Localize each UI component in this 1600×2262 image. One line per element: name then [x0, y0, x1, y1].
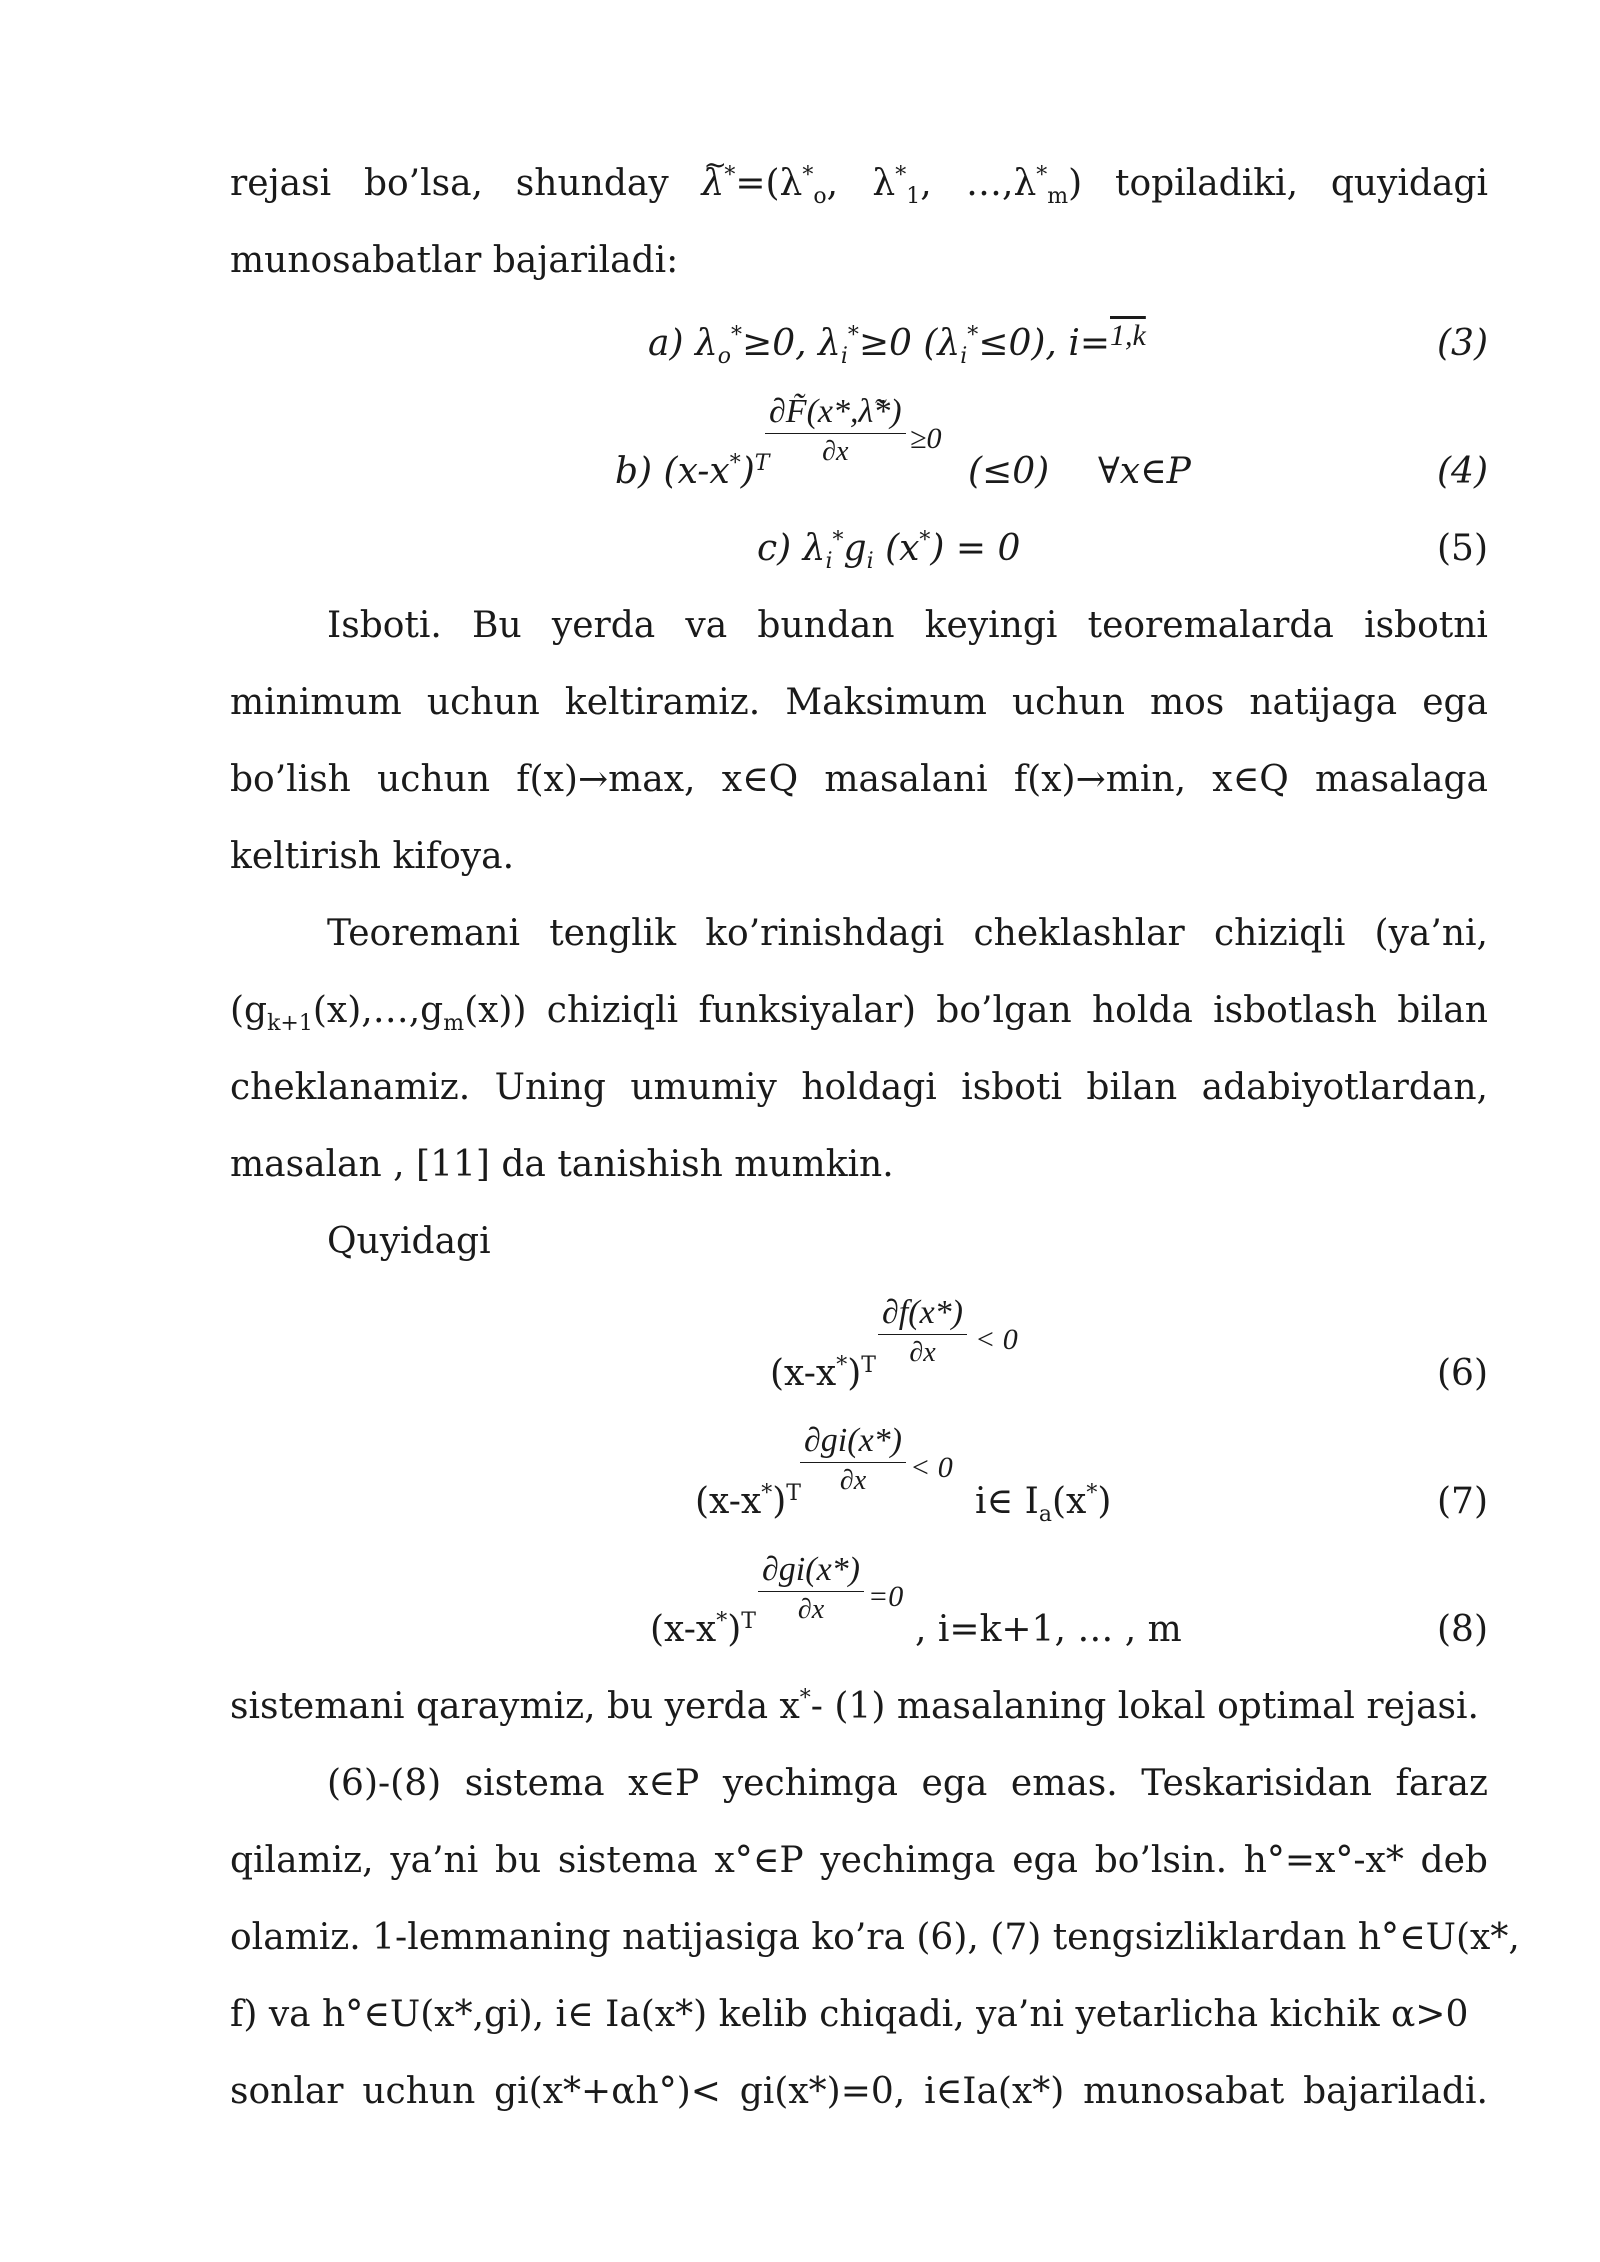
word: quyidagi	[1330, 163, 1488, 204]
text-line: (6)-(8) sistema x∈P yechimga ega emas. Teskarisidan faraz	[327, 1763, 1488, 1804]
forall-condition: ∀x∈P	[1098, 451, 1191, 492]
text-line: masalan , [11] da tanishish mumkin.	[230, 1144, 894, 1185]
equation-number: (3)	[1437, 323, 1488, 364]
text-line	[230, 160, 1488, 208]
word: rejasi	[230, 163, 332, 204]
equation-8-lhs: $(x-x^*)^T$	[650, 1609, 756, 1650]
index-condition: , i=k+1, … , m	[915, 1609, 1182, 1650]
equation-number: (8)	[1437, 1609, 1488, 1650]
text-line: sistemani qaraymiz, bu yerda x*- (1) masalaning lokal optimal rejasi.	[230, 1686, 1479, 1727]
index-condition: i∈ $I_a(x^*)$	[975, 1481, 1112, 1528]
word: shunday	[515, 163, 669, 204]
relation: < 0	[975, 1323, 1018, 1356]
text-line: keltirish kifoya.	[230, 836, 515, 877]
text-line: olamiz. 1-lemmaning natijasiga ko’ra (6), (7) tengsizliklardan h°∈U(x*,	[230, 1917, 1520, 1958]
text-line: bo’lish uchun f(x)→max, x∈Q masalani f(x)→min, x∈Q masalaga	[230, 759, 1488, 800]
text-line: munosabatlar bajariladi:	[230, 240, 679, 281]
lambda-vector: ~ $\lambda^*=(\lambda^*_o$, $\lambda^*_1$, $\dots,\lambda^*_m$)	[701, 160, 1082, 208]
fraction: ∂F̃(x*,λ̃*) ∂x	[765, 395, 906, 466]
equation-7-lhs: $(x-x^*)^T$	[695, 1481, 801, 1522]
fraction: ∂gi(x*) ∂x	[800, 1424, 906, 1495]
equation-4-lhs: b) $(x-x^*)^T$	[615, 451, 770, 492]
text-line: $(g_{k+1}(x),\dots,g_m(x))$ chiziqli funksiyalar) bo’lgan holda isbotlash bilan	[230, 990, 1488, 1037]
word: topiladiki,	[1115, 163, 1299, 204]
text-line: sonlar uchun gi(x*+αh°)< gi(x*)=0, i∈Ia(x*) munosabat bajariladi.	[230, 2071, 1488, 2112]
fraction: ∂gi(x*) ∂x	[758, 1553, 864, 1624]
relation: < 0	[910, 1451, 953, 1484]
equation-number: (5)	[1437, 528, 1488, 569]
equation-3: a) $\lambda_o^*\ge 0$, $\lambda_i^*\ge 0$ $(\lambda_i^*\le 0)$, i=$^{1,k}$	[648, 319, 1146, 370]
text-line: minimum uchun keltiramiz. Maksimum uchun mos natijaga ega	[230, 682, 1488, 723]
equation-6-lhs: $(x-x^*)^T$	[770, 1353, 876, 1394]
equation-5: c) $\lambda_i^*g_i$ (x*) = 0	[757, 528, 1021, 575]
text-line: cheklanamiz. Uning umumiy holdagi isboti bilan adabiyotlardan,	[230, 1067, 1488, 1108]
text-line: f) va h°∈U(x*,gi), i∈ Ia(x*) kelib chiqadi, ya’ni yetarlicha kichik α>0	[230, 1994, 1469, 2035]
relation: ≥0	[910, 422, 942, 455]
equation-number: (6)	[1437, 1353, 1488, 1394]
equation-number: (4)	[1437, 451, 1488, 492]
text-line: Teoremani tenglik ko’rinishdagi cheklashlar chiziqli (ya’ni,	[327, 913, 1488, 954]
relation-alt: (≤0)	[968, 451, 1050, 492]
fraction: ∂f(x*) ∂x	[878, 1296, 967, 1367]
text-line: Quyidagi	[327, 1221, 491, 1262]
equation-number: (7)	[1437, 1481, 1488, 1522]
text-line: Isboti. Bu yerda va bundan keyingi teoremalarda isbotni	[327, 605, 1488, 646]
word: bo’lsa,	[363, 163, 483, 204]
relation: =0	[868, 1580, 904, 1613]
lambda-tilde: ~ λ	[701, 163, 724, 204]
text-line: qilamiz, ya’ni bu sistema x°∈P yechimga ega bo’lsin. h°=x°-x* deb	[230, 1840, 1488, 1881]
